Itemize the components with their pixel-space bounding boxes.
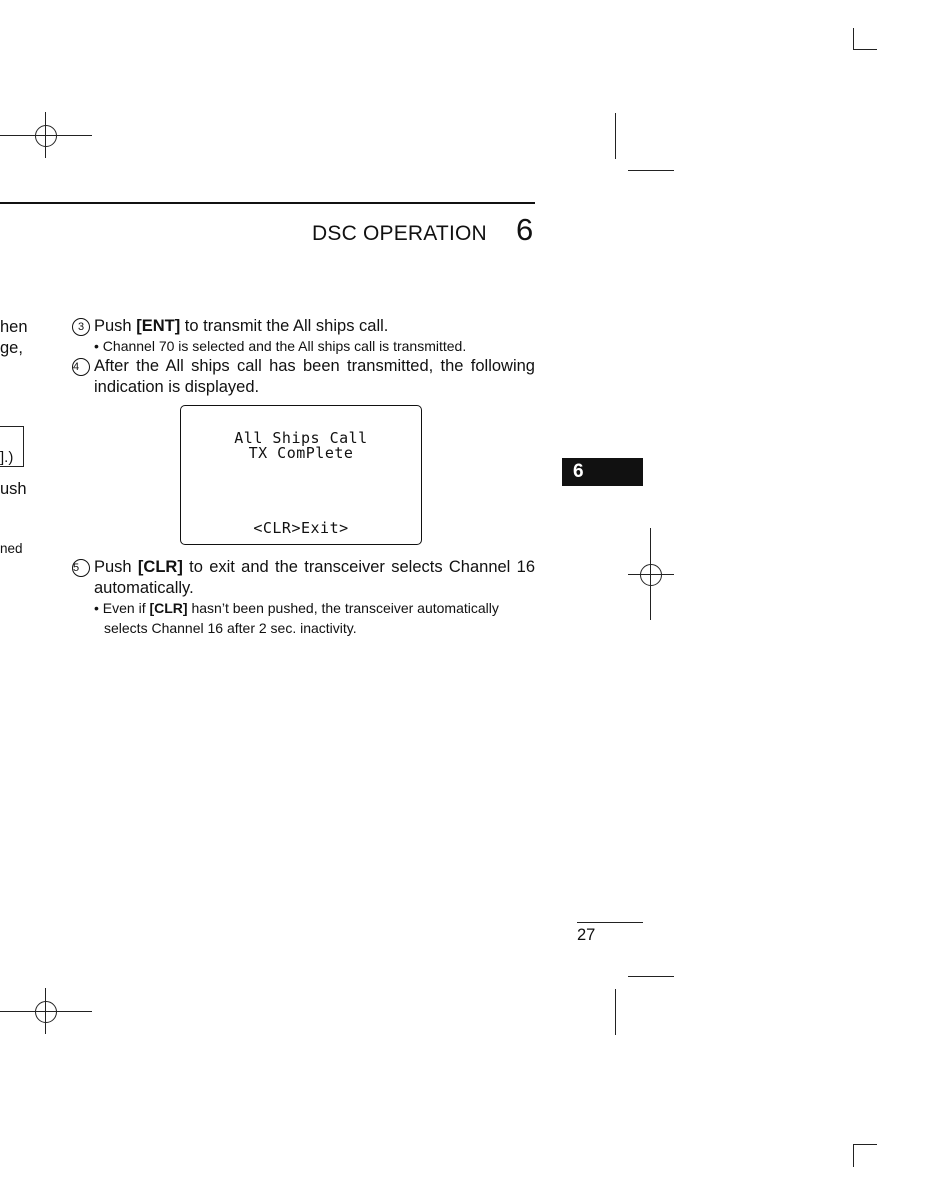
step-number-5: 5	[72, 559, 90, 577]
step-5-bullet-line-2: selects Channel 16 after 2 sec. inactivity.	[104, 620, 357, 636]
ent-key-label: [ENT]	[136, 317, 181, 335]
header-rule	[0, 202, 535, 204]
step-4-text-1: After the All ships call has been transmitted, the following	[94, 357, 535, 375]
crop-mark-bottom-right-horizontal	[853, 1144, 877, 1145]
chapter-tab: 6	[562, 458, 643, 486]
left-fragment-4: ned	[0, 541, 23, 556]
trim-mark-upper-horizontal	[628, 170, 674, 171]
step-5-prefix: Push	[94, 558, 138, 576]
step-5-text-2: automatically.	[94, 579, 194, 597]
page-number-rule	[577, 922, 643, 923]
step-number-4: 4	[72, 358, 90, 376]
step-3-prefix: Push	[94, 317, 137, 335]
step-3-bullet: • Channel 70 is selected and the All ships call is transmitted.	[94, 338, 467, 354]
lcd-line-1: All Ships Call	[234, 429, 368, 447]
left-fragment-2: ge,	[0, 339, 23, 357]
registration-circle-right	[640, 564, 662, 586]
step-5-bullet-line-1	[94, 599, 539, 618]
lcd-line-2: TX ComPlete	[248, 444, 354, 462]
trim-mark-lower-horizontal	[628, 976, 674, 977]
registration-circle-top-left	[35, 125, 57, 147]
step-4-line-1	[72, 356, 535, 377]
clr-key-label: [CLR]	[137, 558, 183, 576]
step-5-bullet-suffix: hasn’t been pushed, the transceiver automatically	[187, 600, 499, 616]
step-5-line-2	[94, 578, 534, 599]
step-5-suffix: to exit and the transceiver selects Channel 16	[182, 558, 535, 576]
step-4-line-2	[94, 377, 534, 398]
step-number-3: 3	[72, 318, 90, 336]
trim-mark-lower-vertical	[615, 989, 616, 1035]
trim-mark-upper-vertical	[615, 113, 616, 159]
lcd-display	[180, 405, 422, 545]
page-number: 27	[577, 926, 596, 944]
chapter-number: 6	[516, 212, 534, 247]
step-5-line-1	[72, 557, 535, 578]
crop-mark-bottom-right-vertical	[853, 1144, 854, 1167]
step-3-suffix: to transmit the All ships call.	[180, 317, 389, 335]
lcd-footer: <CLR>Exit>	[253, 519, 349, 537]
left-fragment-boxed: ].)	[0, 449, 14, 466]
step-5-bullet-prefix: • Even if	[94, 600, 150, 616]
step-3	[72, 316, 535, 337]
step-5-bullet-key: [CLR]	[149, 600, 188, 616]
registration-circle-bottom-left	[35, 1001, 57, 1023]
section-title: DSC OPERATION	[312, 222, 487, 245]
step-4-text-2: indication is displayed.	[94, 378, 260, 396]
left-fragment-1: hen	[0, 318, 28, 336]
left-fragment-3: ush	[0, 480, 27, 498]
crop-mark-top-right-vertical	[853, 28, 854, 50]
crop-mark-top-right-horizontal	[853, 49, 877, 50]
